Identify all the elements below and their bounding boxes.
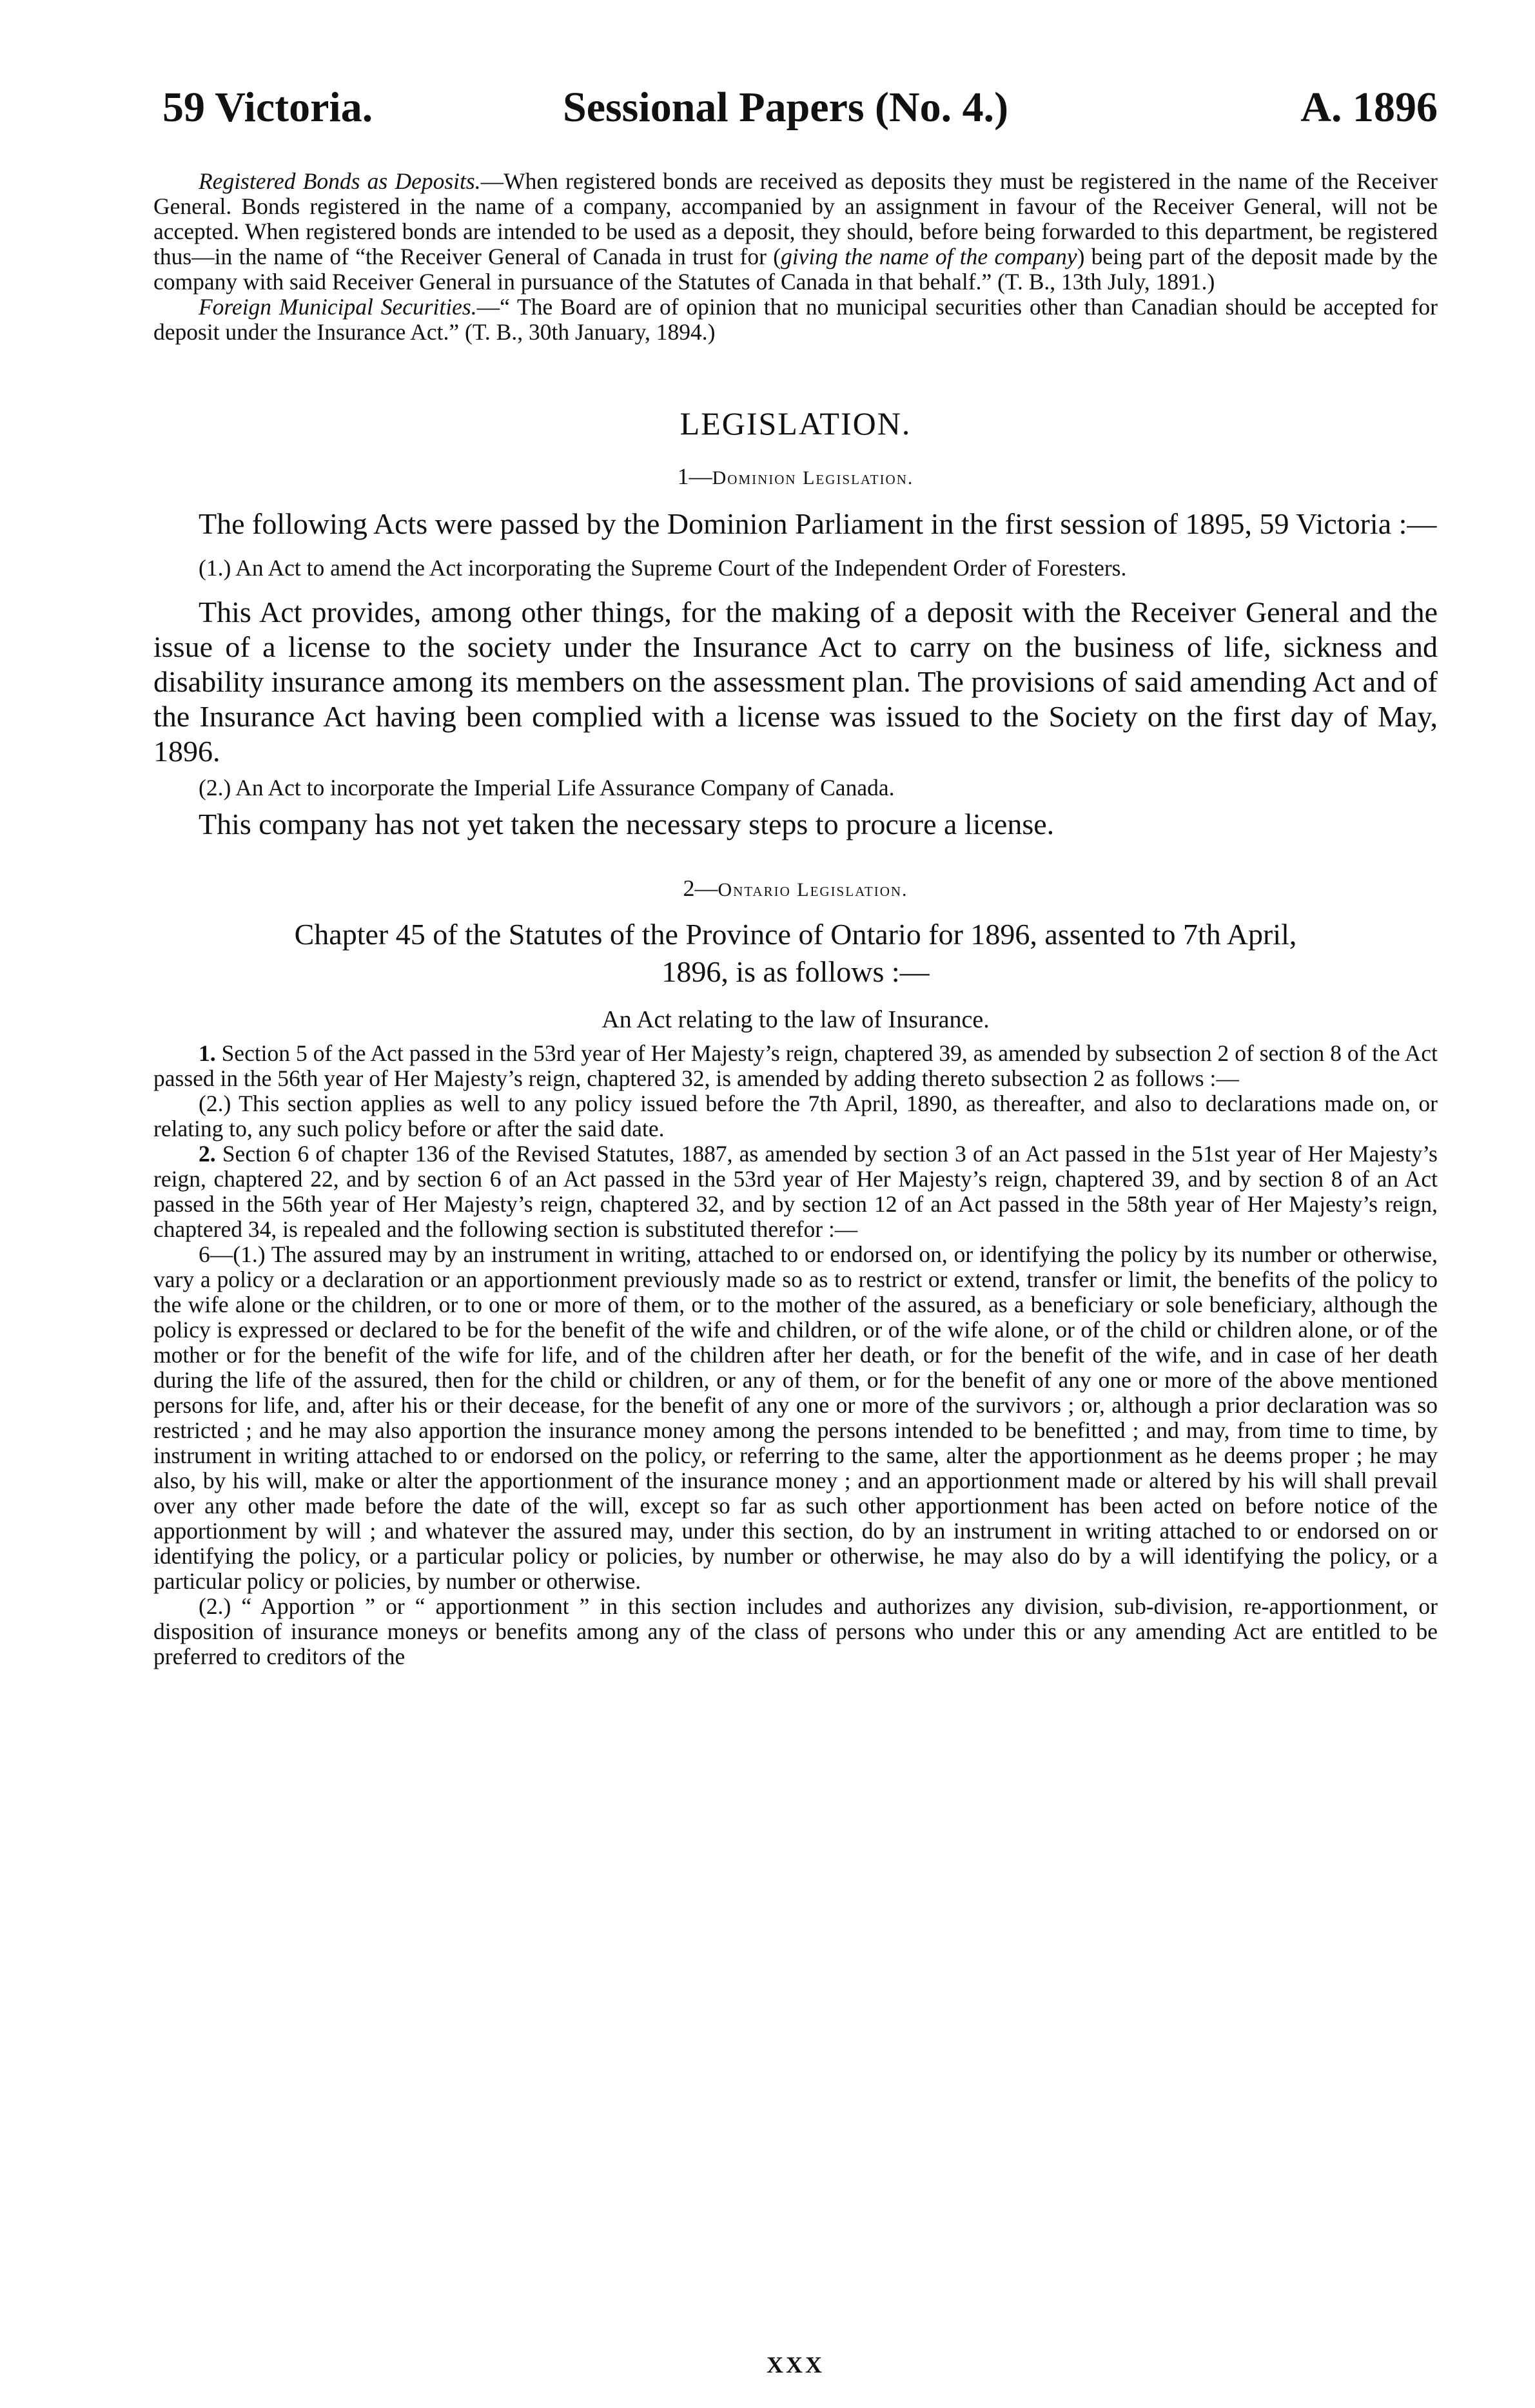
ontario-heading (153, 874, 1438, 904)
section-number: 2. (199, 1141, 216, 1167)
dominion-heading (153, 462, 1438, 492)
section-number: 1. (199, 1040, 216, 1066)
act-title: An Act relating to the law of Insurance. (601, 1006, 990, 1033)
section-text: Section 6 of chapter 136 of the Revised Statutes, 1887, as amended by section 3 of an Act passed in the 51st year of Her Majesty’s reign, chaptered 22, and by section 6 of an Act passed in the 53rd year of Her Majesty’s reign, chaptered 39, and by section 8 of an Act passed in the 56th year of Her Majesty’s reign, chaptered 32, and by section 12 of an Act passed in the 58th year of Her Majesty’s reign, chaptered 34, is repealed and the following section is substituted therefor :— (153, 1141, 1438, 1242)
section-6-subsection-1: 6—(1.) The assured may by an instrument in writing, attached to or endorsed on, or identifying the policy by its number or otherwise, vary a policy or a declaration or an apportionment previously made so as to restrict or extend, transfer or limit, the benefits of the policy to the wife alone or the children, or to one or more of them, or to the mother of the assured, as a beneficiary or sole beneficiary, although the policy is expressed or declared to be for the benefit of the wife and children, or of the wife alone, or of the child or children alone, or of the mother or for the benefit of the wife for life, and of the children after her death, or for the benefit of the wife, and in case of her death during the life of the assured, then for the child or children, or any of them, or for the benefit of any one or more of the above mentioned persons for life, and, after his or their decease, for the benefit of any one or more of the survivors ; or, although a prior declaration was so restricted ; and he may also apportion the insurance money among the persons intended to be benefitted ; and may, from time to time, by instrument in writing attached to or endorsed on the policy, or referring to the same, alter the apportionment as he deems proper ; he may also, by his will, make or alter the apportionment of the insurance money ; and an apportionment made or altered by his will shall prevail over any other made before the date of the will, except so far as such other apportionment has been acted on before notice of the apportionment by will ; and whatever the assured may, under this section, do by an instrument in writing attached to or endorsed on or identifying the policy, or a particular policy or policies, by number or otherwise, he may also do by a will identifying the policy, or a particular policy or policies, by number or otherwise. (153, 1241, 1438, 1594)
header-right: A. 1896 (1300, 84, 1438, 131)
section-2 (153, 1141, 1438, 1242)
heading-number: 1— (677, 463, 712, 489)
paragraph-text: ) being part of the deposit made by the company with said Receiver General in pursuance of the Statutes of Canada in that behalf.” (T. B., 13th July, 1891.) (153, 244, 1438, 295)
header-center: Sessional Papers (No. 4.) (563, 84, 1009, 131)
chapter-line-2: 1896, is as follows :— (661, 955, 930, 988)
chapter-statement (153, 916, 1438, 991)
dominion-intro: The following Acts were passed by the Dominion Parliament in the first session of 1895, 59 Victoria :— (199, 507, 1437, 540)
paragraph-foreign-securities (153, 295, 1438, 345)
heading-number: 2— (683, 875, 718, 901)
heading-label: Ontario Legislation. (718, 879, 908, 900)
paragraph-registered-bonds (153, 169, 1438, 295)
page-body (153, 169, 1438, 1669)
act-1: (1.) An Act to amend the Act incorporating the Supreme Court of the Independent Order of Foresters. (199, 555, 1127, 581)
paragraph-italic: giving the name of the company (781, 244, 1077, 269)
running-header (153, 72, 1438, 143)
act-1-note: This Act provides, among other things, for the making of a deposit with the Receiver General and the issue of a license to the society under the Insurance Act to carry on the business of life, sickness and disability insurance among its members on the assessment plan. The provisions of said amending Act and of the Insurance Act having been complied with a license was issued to the Society on the first day of May, 1896. (153, 596, 1438, 768)
section-text: Section 5 of the Act passed in the 53rd year of Her Majesty’s reign, chaptered 39, as amended by subsection 2 of section 8 of the Act passed in the 56th year of Her Majesty’s reign, chaptered 32, is amended by adding thereto subsection 2 as follows :— (153, 1040, 1438, 1091)
header-left: 59 Victoria. (162, 84, 373, 131)
paragraph-text: —“ The Board are of opinion that no municipal securities other than Canadian should be accepted for deposit under the Insurance Act.” (T. B., 30th January, 1894.) (153, 294, 1438, 345)
paragraph-text: —When registered bonds are received as deposits they must be registered in the name of the Receiver General. Bonds registered in the name of a company, accompanied by an assignment in favour of the Receiver General, will not be accepted. When registered bonds are intended to be used as a deposit, they should, before being forwarded to this department, be registered thus—in the name of “the Receiver General of Canada in trust for ( (153, 168, 1438, 269)
act-2-note: This company has not yet taken the necessary steps to procure a license. (199, 808, 1055, 840)
chapter-line-1: Chapter 45 of the Statutes of the Province of Ontario for 1896, assented to 7th April, (294, 918, 1297, 951)
legislation-heading: LEGISLATION. (680, 405, 912, 442)
section-1-subsection-2: (2.) This section applies as well to any policy issued before the 7th April, 1890, as thereafter, and also to declarations made on, or relating to, any such policy before or after the said date. (153, 1091, 1438, 1141)
section-6-subsection-2: (2.) “ Apportion ” or “ apportionment ” in this section includes and authorizes any division, sub-division, re-apportionment, or disposition of insurance moneys or benefits among any of the class of persons who under this or any amending Act are entitled to be preferred to creditors of the (153, 1593, 1438, 1669)
paragraph-title: Foreign Municipal Securities. (199, 294, 477, 320)
paragraph-title: Registered Bonds as Deposits. (199, 168, 481, 194)
page-folio: XXX (767, 2352, 825, 2378)
heading-label: Dominion Legislation. (712, 467, 914, 489)
act-2: (2.) An Act to incorporate the Imperial Life Assurance Company of Canada. (199, 775, 895, 801)
section-1 (153, 1041, 1438, 1091)
